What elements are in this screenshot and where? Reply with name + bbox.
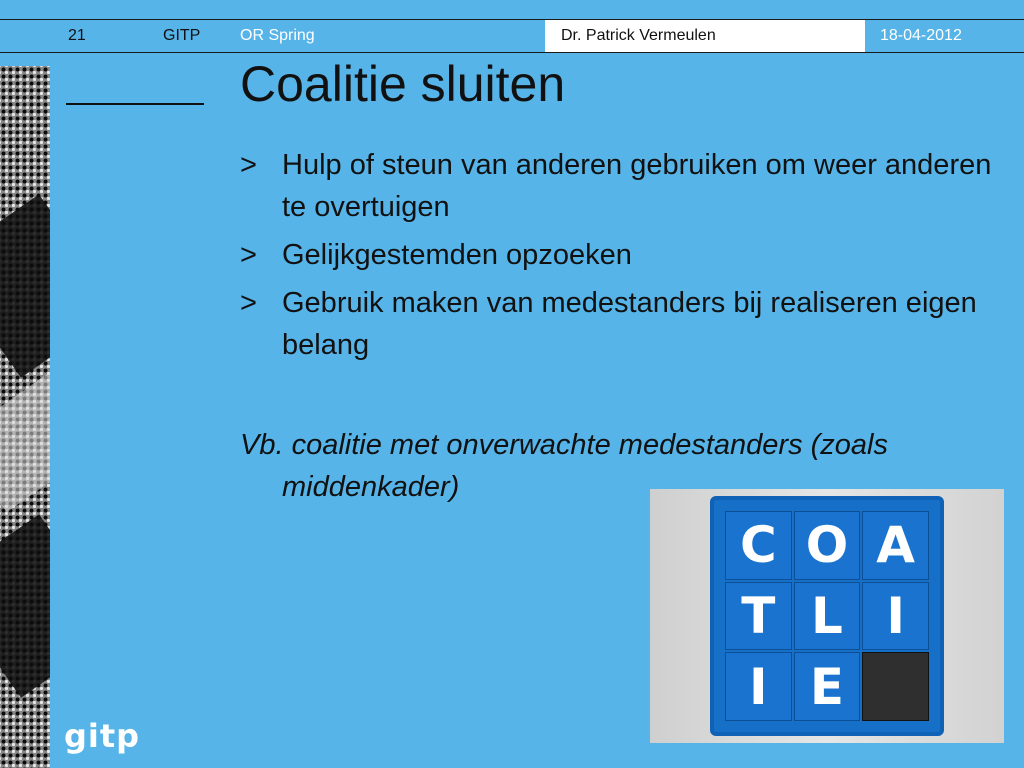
bullet-list [240, 144, 1000, 372]
letter-tile: I [725, 652, 792, 721]
bullet-text: Hulp of steun van anderen gebruiken om weer anderen te overtuigen [282, 149, 992, 223]
letter-tile: E [794, 652, 861, 721]
bullet-item [240, 282, 1000, 366]
letter-tile: O [794, 511, 861, 580]
slide-header [0, 19, 1024, 53]
slide-title: Coalitie sluiten [240, 56, 566, 112]
empty-tile [862, 652, 929, 721]
letter-tile: T [725, 582, 792, 651]
decorative-halftone-strip [0, 66, 50, 768]
letter-tile: C [725, 511, 792, 580]
letter-tile: A [862, 511, 929, 580]
bullet-text: Gelijkgestemden opzoeken [282, 239, 632, 271]
slide-number: 21 [68, 27, 86, 44]
bullet-marker: > [240, 149, 257, 181]
example-text: Vb. coalitie met onverwachte medestanders (zoals middenkader) [240, 429, 888, 503]
letter-tile: I [862, 582, 929, 651]
org-name: GITP [163, 27, 201, 44]
bullet-item [240, 144, 1000, 228]
course-name: OR Spring [240, 27, 315, 44]
bullet-marker: > [240, 287, 257, 319]
gitp-logo: gitp [64, 717, 141, 755]
bullet-marker: > [240, 239, 257, 271]
presenter-name: Dr. Patrick Vermeulen [545, 20, 865, 52]
bullet-text: Gebruik maken van medestanders bij realiseren eigen belang [282, 287, 977, 361]
slide-date: 18-04-2012 [880, 27, 962, 44]
tile-grid [725, 511, 929, 721]
tile-board [710, 496, 944, 736]
bullet-item [240, 234, 1000, 276]
coalitie-tile-image [650, 489, 1004, 743]
letter-tile: L [794, 582, 861, 651]
title-rule [66, 103, 204, 105]
